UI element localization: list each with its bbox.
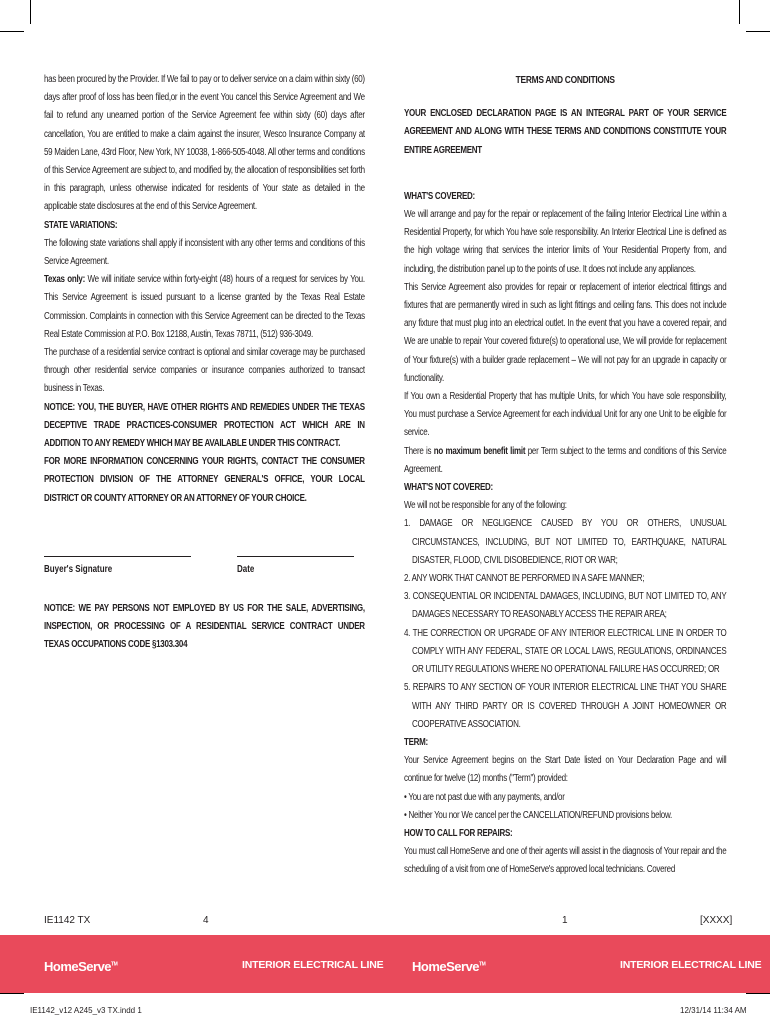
page-number-left: 4 <box>203 915 209 926</box>
right-column <box>404 71 726 880</box>
state-variations-text: The following state variations shall apply if inconsistent with any other terms and conditions of this Service Agreement. <box>44 237 365 268</box>
buyer-signature-label: Buyer's Signature <box>44 564 113 575</box>
how-to-call-text: You must call HomeServe and one of their agents will assist in the diagnosis of Your repair and the scheduling of a visit from one of HomeServe's approved local technicians. Covered <box>404 846 727 876</box>
placeholder-code: [XXXX] <box>700 915 733 926</box>
texas-only-text: We will initiate service within forty-eight (48) hours of a request for services by You. This Service Agreement is issued pursuant to a license granted by the Texas Real Estate Commission. Complaints in connection with this Service Agreement can be directed to the Texas Real Estate Commission at P.O. Box 12188, Austin, Texas 78711, (512) 936-3049. <box>44 274 365 340</box>
covered-para-4-post: per Term subject to the terms and conditions of this Service Agreement. <box>404 445 727 475</box>
file-slug: IE1142_v12 A245_v3 TX.indd 1 <box>30 1006 142 1015</box>
exclusion-item: 1. DAMAGE OR NEGLIGENCE CAUSED BY YOU OR OTHERS, UNUSUAL CIRCUMSTANCES, INCLUDING, BUT NOT LIMITED TO, EARTHQUAKE, NATURAL DISASTER, FLOOD, CIVIL DISOBEDIENCE, RIOT OR WAR; <box>404 518 727 566</box>
texas-only-label: Texas only: <box>44 274 85 286</box>
texas-only-paragraph <box>44 271 365 344</box>
exclusion-item: 2. ANY WORK THAT CANNOT BE PERFORMED IN A SAFE MANNER; <box>404 573 645 585</box>
exclusion-item: 4. THE CORRECTION OR UPGRADE OF ANY INTERIOR ELECTRICAL LINE IN ORDER TO COMPLY WITH ANY FEDERAL, STATE OR LOCAL LAWS, REGULATIONS, ORDINANCES OR UTILITY REGULATIONS WHERE NO OPERATIONAL FAILURE HAS OCCURRED; OR <box>404 627 727 676</box>
left-para-insurer: has been procured by the Provider. If We fail to pay or to deliver service on a claim within sixty (60) days after proof of loss has been filed,or in the event You cancel this Service Agreement and We fail to refund any unearned portion of the Service Agreement fee within sixty (60) days after cancellation, You are entitled to make a claim against the insurer, Wesco Insurance Company at 59 Maiden Lane, 43rd Floor, New York, NY 10038, 1-866-505-4048. All other terms and conditions of this Service Agreement are subject to, and modified by, the allocation of responsibilities set forth in this paragraph, unless otherwise indicated for residents of Your state as detailed in the applicable state disclosures at the end of this Service Agreement. <box>44 74 365 213</box>
term-heading: TERM: <box>404 736 428 748</box>
product-label: INTERIOR ELECTRICAL LINE <box>620 959 762 971</box>
terms-intro: YOUR ENCLOSED DECLARATION PAGE IS AN INTEGRAL PART OF YOUR SERVICE AGREEMENT AND ALONG WITH THESE TERMS AND CONDITIONS CONSTITUTE YOUR ENTIRE AGREEMENT <box>404 108 727 156</box>
crop-mark <box>746 31 770 32</box>
whats-covered-heading: WHAT'S COVERED: <box>404 190 475 202</box>
left-column <box>44 71 365 508</box>
brand-band <box>0 935 770 993</box>
term-bullet: • You are not past due with any payments, and/or <box>404 791 565 803</box>
crop-mark <box>30 0 31 24</box>
homeserve-logo: HomeServe™ <box>412 959 486 974</box>
purchase-optional-text: The purchase of a residential service contract is optional and similar coverage may be purchased through other residential service companies or insurance companies authorized to transact business in Texas. <box>44 347 365 395</box>
crop-mark <box>0 31 24 32</box>
how-to-call-heading: HOW TO CALL FOR REPAIRS: <box>404 827 513 839</box>
page-number-right: 1 <box>562 915 568 926</box>
date-line <box>237 556 354 557</box>
term-text: Your Service Agreement begins on the Start Date listed on Your Declaration Page and will continue for twelve (12) months ("Term") provided: <box>404 755 727 785</box>
homeserve-logo-text: HomeServe <box>44 959 112 974</box>
date-label: Date <box>237 564 255 575</box>
notice-more-info: FOR MORE INFORMATION CONCERNING YOUR RIGHTS, CONTACT THE CONSUMER PROTECTION DIVISION OF THE ATTORNEY GENERAL'S OFFICE, YOUR LOCAL DISTRICT OR COUNTY ATTORNEY OR AN ATTORNEY OF YOUR CHOICE. <box>44 456 365 504</box>
homeserve-logo: HomeServe™ <box>44 959 118 974</box>
covered-para-4 <box>404 443 726 479</box>
covered-para-3: If You own a Residential Property that has multiple Units, for which You have sole responsibility, You must purchase a Service Agreement for each individual Unit for any one Unit to be eligible for service. <box>404 391 727 439</box>
term-bullet: • Neither You nor We cancel per the CANCELLATION/REFUND provisions below. <box>404 809 672 821</box>
state-variations-heading: STATE VARIATIONS: <box>44 219 118 231</box>
crop-mark <box>739 0 740 24</box>
covered-para-2: This Service Agreement also provides for repair or replacement of interior electrical fittings and fixtures that are permanently wired in such as light fittings and ceiling fans. This does not include any fixture that must plug into an electrical outlet. In the event that you have a covered repair, and We are unable to repair Your covered fixture(s) to operational use, We will provide for replacement of Your fixture(s) with a builder grade replacement – We will not pay for an upgrade in capacity or functionality. <box>404 281 727 384</box>
not-covered-heading: WHAT'S NOT COVERED: <box>404 482 493 494</box>
exclusion-item: 5. REPAIRS TO ANY SECTION OF YOUR INTERIOR ELECTRICAL LINE THAT YOU SHARE WITH ANY THIRD PARTY OR IS COVERED THROUGH A JOINT HOMEOWNER OR COOPERATIVE ASSOCIATION. <box>404 682 727 730</box>
form-code: IE1142 TX <box>44 915 91 926</box>
timestamp: 12/31/14 11:34 AM <box>680 1006 747 1015</box>
notice-occupations-code: NOTICE: WE PAY PERSONS NOT EMPLOYED BY US FOR THE SALE, ADVERTISING, INSPECTION, OR PROCESSING OF A RESIDENTIAL SERVICE CONTRACT UNDER TEXAS OCCUPATIONS CODE §1303.304 <box>44 603 365 651</box>
max-benefit-emphasis: no maximum benefit limit <box>433 445 526 457</box>
not-covered-intro: We will not be responsible for any of the following: <box>404 500 567 512</box>
covered-para-1: We will arrange and pay for the repair or replacement of the failing Interior Electrical Line within a Residential Property, for which You have sole responsibility. An Interior Electrical Line is defined as the high voltage wiring that services the interior limits of Your Residential Property from, and including, the distribution panel up to the points of use. It does not include any appliances. <box>404 209 727 275</box>
covered-para-4-pre: There is <box>404 445 434 457</box>
buyer-signature-line <box>44 556 191 557</box>
crop-mark <box>0 993 24 994</box>
notice-dtpa: NOTICE: YOU, THE BUYER, HAVE OTHER RIGHTS AND REMEDIES UNDER THE TEXAS DECEPTIVE TRADE PRACTICES-CONSUMER PROTECTION ACT WHICH ARE IN ADDITION TO ANY REMEDY WHICH MAY BE AVAILABLE UNDER THIS CONTRACT. <box>44 401 365 450</box>
homeserve-logo-text: HomeServe <box>412 959 480 974</box>
terms-title: TERMS AND CONDITIONS <box>515 74 615 86</box>
crop-mark <box>746 993 770 994</box>
exclusion-item: 3. CONSEQUENTIAL OR INCIDENTAL DAMAGES, INCLUDING, BUT NOT LIMITED TO, ANY DAMAGES NECESSARY TO REASONABLY ACCESS THE REPAIR AREA; <box>404 591 727 621</box>
product-label: INTERIOR ELECTRICAL LINE <box>242 959 384 971</box>
notice-occupations-block <box>44 600 365 655</box>
